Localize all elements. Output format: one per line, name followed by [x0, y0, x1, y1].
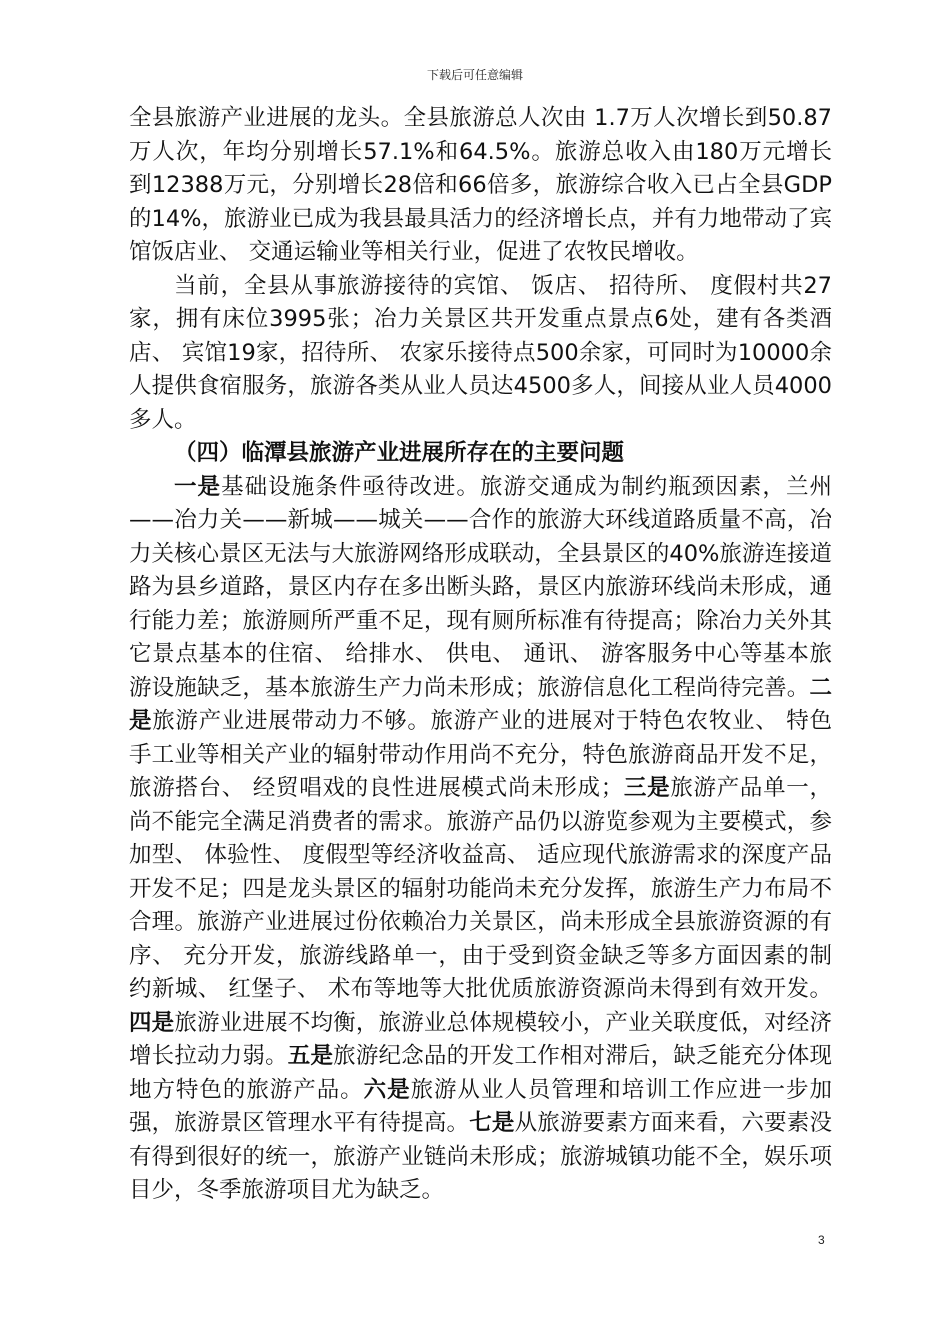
- problem-text-3: 旅游产品单一，尚不能完全满足消费者的需求。旅游产品仍以游览参观为主要模式，参加型、 体验性、 度假型等经济收益高、 适应现代旅游需求的深度产品开发不足；四是龙头景区的辐射功能尚未充分发挥，旅游生产力布局不合理。旅游产业进展过份依赖冶力关景区，尚未形成全县旅游资源的有序、 充分开发，旅游线路单一，由于受到资金缺乏等多方面因素的制约新城、 红堡子、 术布等地等大批优质旅游资源尚未得到有效开发。: [129, 775, 832, 1002]
- problem-label-1: 一是: [174, 473, 222, 500]
- problem-text-6: 旅游从业人员管理和培训工作应进一步加强，旅游景区管理水平有待提高。: [129, 1076, 832, 1136]
- paragraph-problems: [129, 471, 832, 1208]
- problem-text-4: 旅游业进展不均衡，旅游业总体规模较小，产业关联度低，对经济增长拉动力弱。: [129, 1009, 832, 1069]
- document-body: [129, 102, 832, 1208]
- problem-text-2: 旅游产业进展带动力不够。旅游产业的进展对于特色农牧业、 特色手工业等相关产业的辐射带动作用尚不充分，特色旅游商品开发不足，旅游搭台、 经贸唱戏的良性进展模式尚未形成；: [129, 708, 832, 801]
- problem-text-1: 基础设施条件亟待改进。旅游交通成为制约瓶颈因素，兰州——冶力关——新城——城关——合作的旅游大环线道路质量不高，冶力关核心景区无法与大旅游网络形成联动，全县景区的40%旅游连接道路为县乡道路，景区内存在多出断头路，景区内旅游环线尚未形成，通行能力差；旅游厕所严重不足，现有厕所标准有待提高；除冶力关外其它景点基本的住宿、 给排水、 供电、 通讯、 游客服务中心等基本旅游设施缺乏，基本旅游生产力尚未形成；旅游信息化工程尚待完善。: [129, 473, 832, 701]
- problem-label-5: 五是: [287, 1043, 334, 1069]
- paragraph-reception-capacity: 当前，全县从事旅游接待的宾馆、 饭店、 招待所、 度假村共27家，拥有床位3995张；冶力关景区共开发重点景点6处，建有各类酒店、 宾馆19家，招待所、 农家乐接待点500余家，可同时为10000余人提供食宿服务，旅游各类从业人员达4500多人，间接从业人员4000多人。: [129, 272, 832, 433]
- paragraph-tourism-growth: 全县旅游产业进展的龙头。全县旅游总人次由 1.7万人次增长到50.87万人次，年均分别增长57.1%和64.5%。旅游总收入由180万元增长到12388万元，分别增长28倍和66倍多，旅游综合收入已占全县GDP的14%，旅游业已成为我县最具活力的经济增长点，并有力地带动了宾馆饭店业、 交通运输业等相关行业，促进了农牧民增收。: [129, 105, 832, 265]
- problem-text-5: 旅游纪念品的开发工作相对滞后，缺乏能充分体现地方特色的旅游产品。: [129, 1043, 832, 1103]
- problem-label-2: 二是: [129, 674, 832, 734]
- problem-text-7: 从旅游要素方面来看，六要素没有得到很好的统一，旅游产业链尚未形成；旅游城镇功能不全，娱乐项目少，冬季旅游项目尤为缺乏。: [129, 1110, 832, 1203]
- page-number: 3: [818, 1233, 825, 1247]
- page-header: 下载后可任意编辑: [426, 68, 523, 82]
- problem-label-6: 六是: [363, 1076, 411, 1103]
- problem-label-7: 七是: [469, 1110, 515, 1136]
- section-heading: （四）临潭县旅游产业进展所存在的主要问题: [174, 440, 625, 466]
- problem-label-3: 三是: [623, 775, 671, 801]
- problem-label-4: 四是: [129, 1009, 175, 1036]
